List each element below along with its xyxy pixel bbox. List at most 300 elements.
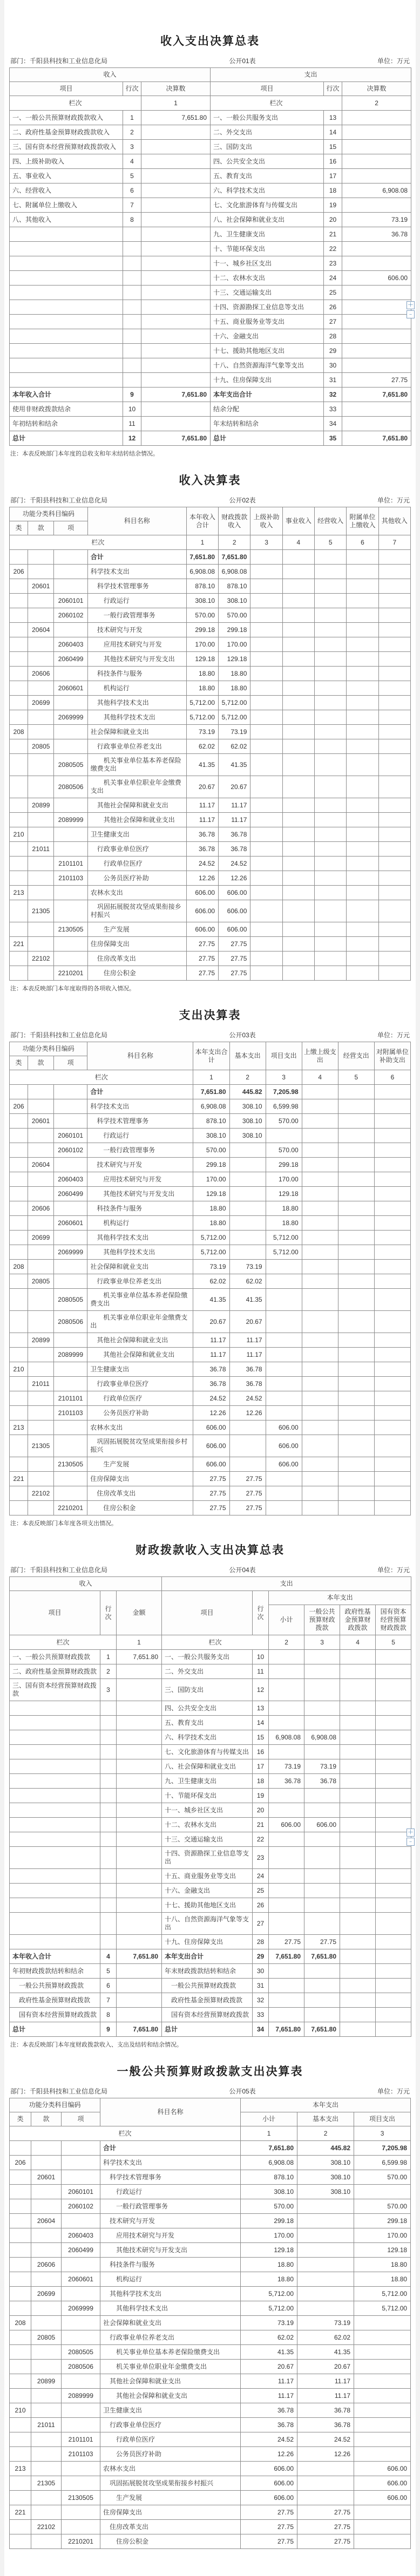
general-budget-cell	[304, 1979, 340, 1993]
value-cell	[266, 1348, 302, 1362]
value-cell	[374, 1435, 410, 1457]
value-cell: 11.17	[193, 1348, 229, 1362]
subtotal-cell: 7,651.80	[269, 2022, 304, 2037]
table-row	[10, 922, 411, 937]
code-class-cell: 221	[10, 2505, 31, 2520]
expense-amount-cell	[342, 125, 411, 140]
income-amount-cell	[141, 402, 211, 417]
subtotal-cell	[269, 1869, 304, 1884]
table-row	[10, 242, 411, 256]
code-item-header: 项	[54, 1056, 87, 1070]
expense-item-cell: 十三、交通运输支出	[211, 286, 324, 300]
value-cell	[302, 1245, 338, 1260]
code-section-cell	[31, 2301, 62, 2316]
value-cell: 27.75	[219, 937, 250, 951]
code-section-cell: 20805	[31, 2330, 62, 2345]
table1-meta	[10, 56, 410, 65]
income-item-cell: 本年收入合计	[10, 388, 123, 402]
code-class-cell	[10, 798, 28, 813]
value-cell: 27.75	[229, 1486, 266, 1501]
zoom-out-button[interactable]: ﹣	[408, 311, 414, 317]
value-cell	[315, 667, 347, 681]
income-item-cell	[10, 1884, 100, 1898]
value-cell	[282, 637, 314, 652]
lan-number: 5	[338, 1070, 374, 1085]
subtotal-cell: 570.00	[241, 2199, 297, 2214]
table-row	[10, 1832, 411, 1847]
code-item-cell	[62, 2374, 100, 2389]
income-line-cell: 3	[100, 1679, 117, 1701]
value-cell: 27.75	[219, 951, 250, 966]
subtotal-cell: 606.00	[269, 1818, 304, 1832]
value-cell: 36.78	[186, 827, 218, 842]
general-budget-cell	[304, 1789, 340, 1803]
expense-item-cell: 六、科学技术支出	[211, 183, 324, 198]
column-index-row	[10, 2126, 411, 2141]
table-row	[10, 1730, 411, 1745]
table-row	[10, 198, 411, 213]
value-cell	[378, 827, 410, 842]
value-cell	[250, 827, 282, 842]
code-section-cell	[31, 2272, 62, 2287]
income-line-cell: 2	[123, 125, 141, 140]
subject-name-cell: 应用技术研究与开发	[87, 637, 186, 652]
value-cell	[266, 1289, 302, 1311]
value-cell	[378, 710, 410, 725]
value-cell	[302, 1172, 338, 1187]
subject-name-cell: 住房公积金	[87, 966, 186, 981]
subtotal-cell	[269, 1745, 304, 1759]
lan-number: 6	[347, 535, 378, 550]
value-cell	[302, 1129, 338, 1143]
code-class-cell	[10, 1377, 28, 1391]
income-line-cell	[123, 286, 141, 300]
table-row	[10, 1501, 411, 1515]
code-class-cell	[10, 813, 28, 827]
subject-name-cell: 其他技术研究与开发支出	[100, 2243, 241, 2258]
expense-total-header: 本年支出合计	[193, 1042, 229, 1070]
code-section-cell	[28, 594, 54, 608]
basic-expense-cell: 11.17	[297, 2389, 354, 2403]
subject-name-cell: 科学技术支出	[87, 1099, 193, 1114]
subtotal-cell: 11.17	[241, 2389, 297, 2403]
value-cell	[315, 776, 347, 798]
subtotal-cell: 18.80	[241, 2272, 297, 2287]
code-item-cell: 2080505	[54, 1289, 87, 1311]
project-expense-cell	[354, 2345, 411, 2360]
expense-line-cell: 34	[253, 2022, 269, 2037]
value-cell	[378, 594, 410, 608]
zoom-in-button[interactable]: ＋	[408, 1829, 414, 1836]
gov-fund-cell	[340, 1745, 376, 1759]
code-item-cell	[54, 1420, 87, 1435]
expense-line-cell: 18	[324, 183, 342, 198]
expense-line-cell: 32	[324, 388, 342, 402]
code-section-cell: 21305	[28, 1435, 54, 1457]
code-item-cell	[54, 623, 87, 637]
value-cell: 36.78	[229, 1377, 266, 1391]
table-row	[10, 623, 411, 637]
state-capital-cell	[376, 1818, 411, 1832]
value-cell	[315, 842, 347, 857]
expense-item-cell: 十一、城乡社区支出	[211, 256, 324, 271]
project-expense-cell	[354, 2374, 411, 2389]
code-section-cell	[28, 922, 54, 937]
table-row	[10, 2228, 411, 2243]
value-cell	[378, 754, 410, 776]
code-class-cell	[10, 2389, 31, 2403]
basic-expense-cell: 27.75	[297, 2534, 354, 2549]
code-item-cell: 2101101	[62, 2432, 100, 2447]
value-cell: 18.80	[219, 667, 250, 681]
expense-item-cell: 八、社会保障和就业支出	[162, 1759, 253, 1774]
value-cell	[374, 1158, 410, 1172]
income-amount-cell	[141, 256, 211, 271]
code-section-cell	[28, 1085, 54, 1099]
income-amount-cell	[117, 1898, 162, 1913]
unit-label: 单位：万元	[377, 1031, 410, 1039]
income-amount-cell	[117, 1964, 162, 1979]
code-item-cell: 2130505	[54, 922, 87, 937]
expense-item-cell: 七、文化旅游体育与传媒支出	[162, 1745, 253, 1759]
value-cell	[282, 696, 314, 710]
code-class-cell: 213	[10, 886, 28, 900]
code-item-cell: 2069999	[54, 710, 87, 725]
income-item-cell	[10, 1913, 100, 1935]
subject-name-cell: 其他科学技术支出	[87, 710, 186, 725]
subject-name-cell: 农林水支出	[87, 886, 186, 900]
table-row	[10, 2301, 411, 2316]
value-cell	[315, 637, 347, 652]
value-cell: 62.02	[186, 739, 218, 754]
table-row	[10, 329, 411, 344]
gov-fund-cell	[340, 1664, 376, 1679]
code-class-cell: 221	[10, 1472, 28, 1486]
code-section-cell	[28, 754, 54, 776]
income-item-cell: 六、经营收入	[10, 183, 123, 198]
value-cell	[374, 1377, 410, 1391]
code-section-cell: 20805	[28, 739, 54, 754]
code-item-cell	[54, 1362, 87, 1377]
value-cell: 445.82	[229, 1085, 266, 1099]
value-cell	[250, 754, 282, 776]
value-cell	[347, 550, 378, 565]
income-line-cell	[100, 1701, 117, 1716]
basic-expense-cell	[297, 2462, 354, 2476]
general-budget-cell	[304, 1913, 340, 1935]
expense-group-header: 支出	[162, 1577, 411, 1591]
value-cell: 606.00	[193, 1420, 229, 1435]
project-expense-cell: 299.18	[354, 2214, 411, 2228]
income-amount-cell: 7,651.80	[141, 388, 211, 402]
code-section-cell	[31, 2403, 62, 2418]
expense-line-cell: 27	[253, 1913, 269, 1935]
income-line-cell	[100, 1730, 117, 1745]
other-income-header: 其他收入	[378, 507, 410, 535]
value-cell: 27.75	[219, 966, 250, 981]
value-cell: 7,205.98	[266, 1085, 302, 1099]
table-row	[10, 1216, 411, 1231]
value-cell	[374, 1187, 410, 1201]
income-item-cell: 年初财政拨款结转和结余	[10, 1964, 100, 1979]
value-cell	[229, 1158, 266, 1172]
code-item-cell	[54, 739, 87, 754]
value-cell: 570.00	[193, 1143, 229, 1158]
subject-name-header: 科目名称	[87, 507, 186, 535]
code-item-cell: 2060101	[54, 594, 87, 608]
subject-name-cell: 社会保障和就业支出	[87, 1260, 193, 1274]
subtotal-cell: 6,908.08	[269, 1730, 304, 1745]
code-class-cell	[10, 2170, 31, 2185]
section-fiscal-summary	[9, 1541, 411, 2049]
value-cell	[282, 579, 314, 594]
column-index-row	[10, 535, 411, 550]
value-cell	[250, 842, 282, 857]
table-row	[10, 2156, 411, 2170]
lan-number: 1	[141, 96, 211, 111]
expense-amount-cell: 6,908.08	[342, 183, 411, 198]
value-cell	[374, 1129, 410, 1143]
table-row	[10, 1260, 411, 1274]
code-group-header: 功能分类科目编码	[10, 1042, 87, 1056]
value-cell	[250, 652, 282, 667]
code-item-cell	[54, 1377, 87, 1391]
expense-item-cell: 十九、住房保障支出	[162, 1935, 253, 1949]
gov-fund-cell	[340, 1979, 376, 1993]
value-cell: 606.00	[193, 1435, 229, 1457]
project-expense-cell: 170.00	[354, 2228, 411, 2243]
table2-note: 注：本表反映部门本年度取得的各项收入情况。	[10, 985, 135, 992]
value-cell	[302, 1311, 338, 1333]
value-cell	[315, 754, 347, 776]
value-cell: 7,651.80	[186, 550, 218, 565]
expense-item-cell: 四、公共安全支出	[211, 154, 324, 169]
value-cell	[250, 725, 282, 739]
current-year-expense-header: 本年支出	[241, 2098, 411, 2112]
table-row	[10, 2447, 411, 2462]
subtotal-header: 小计	[241, 2112, 297, 2126]
table-row	[10, 2008, 411, 2022]
subject-name-cell: 一般行政管理事务	[87, 608, 186, 623]
value-cell: 18.80	[193, 1216, 229, 1231]
subject-name-cell: 其他科学技术支出	[87, 1245, 193, 1260]
income-amount-cell	[117, 1745, 162, 1759]
basic-expense-cell	[297, 2287, 354, 2301]
value-cell	[378, 550, 410, 565]
value-cell: 62.02	[219, 739, 250, 754]
subject-name-cell: 社会保障和就业支出	[100, 2316, 241, 2330]
table-row	[10, 344, 411, 358]
value-cell	[250, 951, 282, 966]
expense-item-cell: 十八、自然资源海洋气象等支出	[162, 1913, 253, 1935]
subject-name-cell: 一般行政管理事务	[100, 2199, 241, 2214]
basic-expense-cell	[297, 2214, 354, 2228]
code-section-cell	[31, 2199, 62, 2214]
subtotal-cell: 27.75	[241, 2520, 297, 2534]
item-column-header: 项目	[10, 82, 123, 96]
code-item-cell	[54, 842, 87, 857]
subject-name-cell: 其他科学技术支出	[87, 1231, 193, 1245]
value-cell: 41.35	[229, 1289, 266, 1311]
basic-expense-cell: 445.82	[297, 2141, 354, 2156]
gov-fund-cell	[340, 2022, 376, 2037]
table-row	[10, 565, 411, 579]
code-section-cell: 20699	[31, 2287, 62, 2301]
code-item-cell	[62, 2170, 100, 2185]
code-section-cell: 22102	[28, 951, 54, 966]
subject-name-cell: 住房改革支出	[87, 1486, 193, 1501]
code-class-cell	[10, 2374, 31, 2389]
income-line-cell	[123, 242, 141, 256]
value-cell	[229, 1245, 266, 1260]
expense-line-cell: 27	[324, 315, 342, 329]
code-class-cell	[10, 2432, 31, 2447]
value-cell	[374, 1085, 410, 1099]
value-cell: 170.00	[186, 637, 218, 652]
state-capital-cell	[376, 2008, 411, 2022]
subject-name-cell: 农林水支出	[100, 2462, 241, 2476]
value-cell	[302, 1501, 338, 1515]
table-row	[10, 1935, 411, 1949]
subtotal-cell: 170.00	[241, 2228, 297, 2243]
value-cell: 606.00	[219, 886, 250, 900]
expense-line-cell: 31	[324, 373, 342, 388]
code-item-cell	[54, 1201, 87, 1216]
table-row	[10, 125, 411, 140]
value-cell	[266, 1377, 302, 1391]
code-class-cell	[10, 1143, 28, 1158]
code-item-cell: 2060601	[62, 2272, 100, 2287]
income-line-cell	[100, 1832, 117, 1847]
value-cell	[347, 886, 378, 900]
expense-item-cell: 国有资本经营预算财政拨款	[162, 2008, 253, 2022]
lan-number: 2	[297, 2126, 354, 2141]
gov-fund-cell	[340, 1935, 376, 1949]
value-cell	[378, 579, 410, 594]
value-cell	[302, 1457, 338, 1472]
table-row	[10, 2418, 411, 2432]
code-class-cell	[10, 2330, 31, 2345]
income-item-cell: 三、国有资本经营预算财政拨款	[10, 1679, 100, 1701]
subtotal-cell	[269, 1803, 304, 1818]
unit-label: 单位：万元	[377, 497, 410, 504]
gov-fund-cell	[340, 1716, 376, 1730]
code-class-cell	[10, 696, 28, 710]
code-class-cell: 213	[10, 2462, 31, 2476]
table-row	[10, 813, 411, 827]
table-row	[10, 2258, 411, 2272]
income-line-cell	[123, 256, 141, 271]
value-cell: 570.00	[266, 1114, 302, 1129]
income-amount-cell	[117, 1701, 162, 1716]
value-cell: 299.18	[266, 1158, 302, 1172]
value-cell	[302, 1333, 338, 1348]
table-row	[10, 637, 411, 652]
expense-line-cell: 10	[253, 1650, 269, 1664]
expense-line-cell: 13	[324, 111, 342, 125]
expense-group-header: 支出	[211, 68, 411, 82]
income-amount-cell	[141, 344, 211, 358]
table-row	[10, 652, 411, 667]
value-cell: 5,712.00	[186, 696, 218, 710]
table-row	[10, 1818, 411, 1832]
subject-name-cell: 公务员医疗补助	[87, 1406, 193, 1420]
subtotal-cell	[269, 1847, 304, 1869]
code-section-cell: 20601	[28, 1114, 54, 1129]
table-row	[10, 2316, 411, 2330]
code-class-cell	[10, 2360, 31, 2374]
subject-name-cell: 巩固拓展脱贫攻坚成果衔接乡村振兴	[100, 2476, 241, 2491]
zoom-out-button[interactable]: ﹣	[408, 1838, 414, 1845]
expense-item-cell: 三、国防支出	[211, 140, 324, 154]
expense-line-cell: 16	[324, 154, 342, 169]
subject-name-cell: 科学技术管理事务	[100, 2170, 241, 2185]
value-cell	[315, 857, 347, 871]
code-class-cell	[10, 681, 28, 696]
expense-item-cell: 七、文化旅游体育与传媒支出	[211, 198, 324, 213]
subtotal-cell: 73.19	[269, 1759, 304, 1774]
value-cell	[338, 1201, 374, 1216]
code-section-cell	[31, 2185, 62, 2199]
value-cell	[315, 579, 347, 594]
code-class-cell	[10, 2491, 31, 2505]
general-budget-expense-table	[9, 2098, 411, 2549]
value-cell	[374, 1420, 410, 1435]
expense-line-cell: 14	[253, 1716, 269, 1730]
value-cell	[347, 857, 378, 871]
gov-fund-cell	[340, 1701, 376, 1716]
zoom-in-button[interactable]: ＋	[408, 302, 414, 308]
expense-line-cell: 32	[253, 1993, 269, 2008]
project-expense-cell	[354, 2185, 411, 2199]
table-row	[10, 154, 411, 169]
value-cell	[302, 1486, 338, 1501]
lan-number: 1	[117, 1635, 162, 1650]
expense-item-cell: 十六、金融支出	[211, 329, 324, 344]
value-cell	[374, 1348, 410, 1362]
fiscal-summary-table	[9, 1576, 411, 2037]
value-cell: 24.52	[193, 1391, 229, 1406]
item-column-header: 项目	[10, 1591, 100, 1635]
subtotal-cell	[269, 1979, 304, 1993]
lan-number: 7	[378, 535, 410, 550]
expense-item-cell: 十二、农林水支出	[162, 1818, 253, 1832]
code-item-cell	[62, 2476, 100, 2491]
subtotal-cell: 18.80	[241, 2258, 297, 2272]
general-budget-cell	[304, 1847, 340, 1869]
subtotal-cell: 606.00	[241, 2476, 297, 2491]
lan-number: 2	[229, 1070, 266, 1085]
code-section-cell	[28, 1420, 54, 1435]
value-cell	[282, 608, 314, 623]
section-expense-detail	[9, 1007, 411, 1527]
income-line-cell	[123, 329, 141, 344]
value-cell	[302, 1201, 338, 1216]
table-row	[10, 1759, 411, 1774]
income-line-cell: 8	[123, 213, 141, 227]
table4-meta	[10, 1565, 410, 1574]
income-line-cell: 9	[100, 2022, 117, 2037]
code-class-cell	[10, 710, 28, 725]
code-section-cell	[28, 1457, 54, 1472]
table-row	[10, 1435, 411, 1457]
table-row	[10, 1348, 411, 1362]
value-cell	[250, 871, 282, 886]
gov-fund-cell	[340, 1759, 376, 1774]
line-column-header: 行次	[100, 1591, 117, 1635]
value-cell	[282, 776, 314, 798]
gov-fund-cell	[340, 1993, 376, 2008]
